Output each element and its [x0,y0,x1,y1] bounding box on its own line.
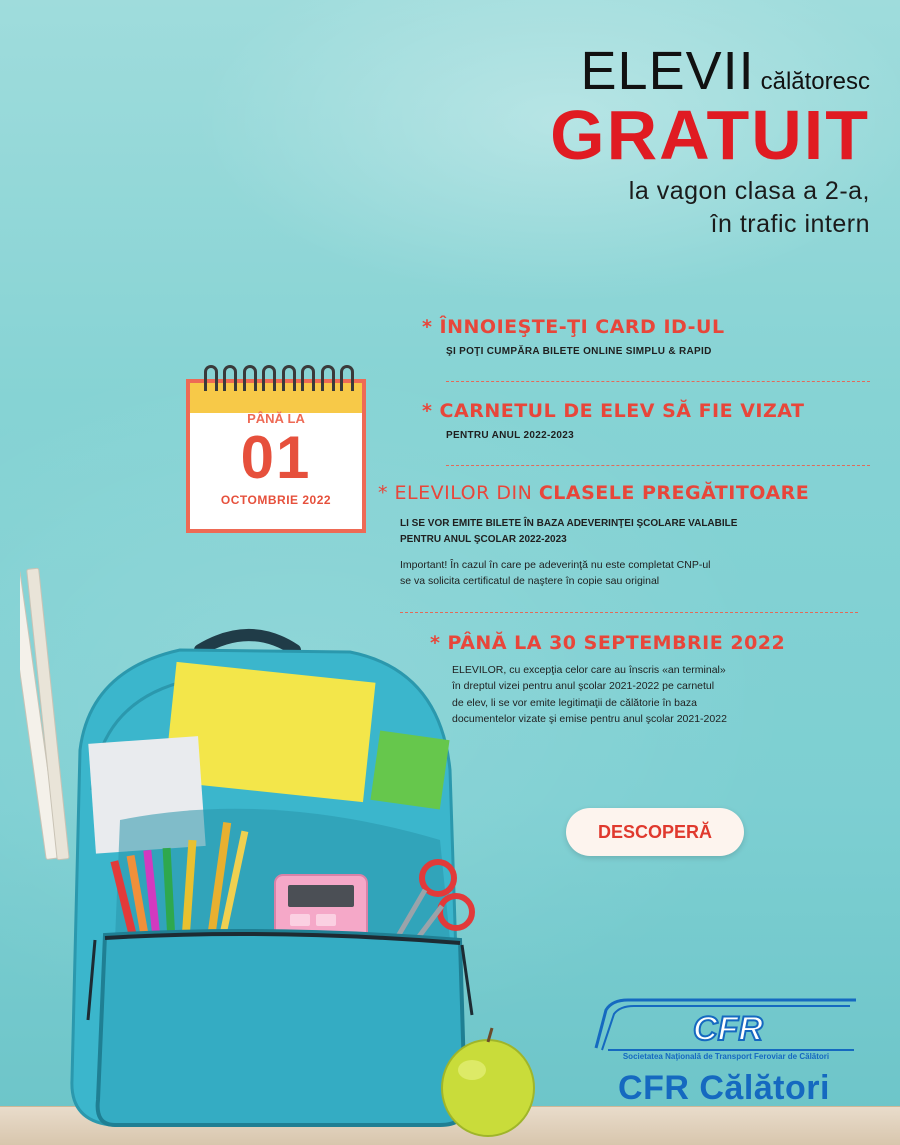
cfr-train-logo-icon [588,996,860,1052]
logo-tagline: Societatea Naţională de Transport Feroviar de Călători [622,1052,830,1061]
info-title-part2: CLASELE PREGĂTITOARE [538,482,810,504]
info-block-carnet [422,400,804,441]
calendar-month: OCTOMBRIE 2022 [220,493,332,507]
headline-calatoresc: călătoresc [760,68,870,95]
dashed-divider [446,381,870,382]
headline-gratuit: GRATUIT [550,96,870,174]
headline-line3: la vagon clasa a 2-a, [628,177,870,206]
ruler-icon [20,568,69,860]
calendar-top-label: PÂNĂ LA [247,411,305,426]
info-text-line: ELEVILOR, cu excepţia celor care au înscris «an terminal» [452,664,726,676]
info-text-line: se va solicita certificatul de naştere în copie sau original [400,575,660,588]
info-title-clase-pregatitoare [378,482,809,504]
info-text-adeverinta [400,516,809,547]
info-title-carnet: * CARNETUL DE ELEV SĂ FIE VIZAT [422,400,805,422]
info-text-line: documentelor vizate şi emise pentru anul şcolar 2021-2022 [452,712,727,725]
info-title-card-id: * ÎNNOIEŞTE-ŢI CARD ID-UL [422,316,725,338]
headline-line4: în trafic intern [710,209,870,238]
info-block-card-id [422,316,725,357]
info-text-line: în dreptul vizei pentru anul şcolar 2021-2022 pe carnetul [452,680,715,693]
info-title-part1: * ELEVILOR DIN [378,482,539,504]
descopera-button[interactable]: DESCOPERĂ [566,808,744,856]
calendar-rings-icon [204,365,354,395]
logo-name: CFR Călători [618,1069,830,1107]
headline-line1 [410,41,870,101]
cfr-calatori-logo [588,996,860,1110]
backpack-handle [200,635,295,650]
headline-elevii: ELEVII [580,41,755,101]
logo-mark-text: CFR [693,1010,763,1048]
green-notebook [370,730,449,809]
info-sub-card-id: ŞI POŢI CUMPĂRA BILETE ONLINE SIMPLU & RAPID [446,346,712,357]
calendar-deadline [186,365,366,533]
info-text-line: LI SE VOR EMITE BILETE ÎN BAZA ADEVERINŢEI ŞCOLARE VALABILE [400,518,738,529]
dashed-divider [446,465,870,466]
info-title-septembrie: * PÂNĂ LA 30 SEPTEMBRIE 2022 [430,632,786,654]
info-text-line: PENTRU ANUL ŞCOLAR 2022-2023 [400,533,567,545]
backpack-front-pocket [98,931,465,1125]
info-sub-carnet: PENTRU ANUL 2022-2023 [446,430,575,441]
info-text-line: de elev, li se vor emite legitimaţii de călătorie în baza [452,696,697,709]
calendar-day: 01 [240,424,312,491]
backpack-illustration [20,560,540,1140]
info-text-line: Important! În cazul în care pe adeverinţă nu este completat CNP-ul [400,559,711,571]
headline [410,41,870,240]
